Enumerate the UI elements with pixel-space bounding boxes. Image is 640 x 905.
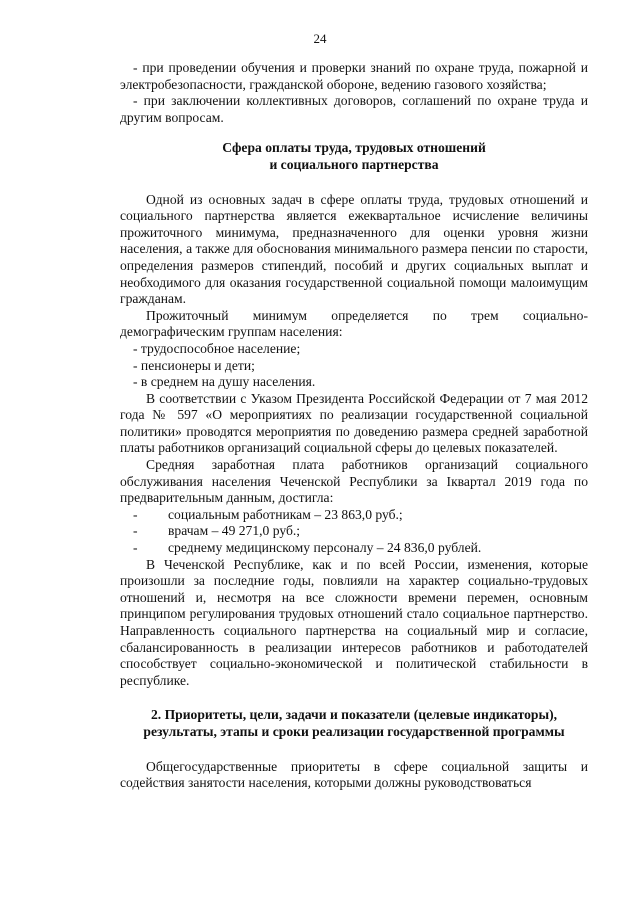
list-item: - врачам – 49 271,0 руб.; — [120, 523, 588, 540]
salary-doctors: врачам – 49 271,0 руб.; — [168, 523, 301, 539]
section-heading-priorities — [120, 707, 588, 740]
list-item: - в среднем на душу населения. — [133, 374, 316, 390]
list-item: - социальным работникам – 23 863,0 руб.; — [120, 507, 588, 524]
paragraph-agreements: - при заключении коллективных договоров, соглашений по охране труда и другим вопросам. — [120, 93, 588, 125]
page-content — [120, 60, 588, 792]
paragraph-priorities: Общегосударственные приоритеты в сфере социальной защиты и содействия занятости населения, которыми должны руководствоваться — [120, 758, 588, 791]
paragraph-subsistence-groups: Прожиточный минимум определяется по трем социально-демографическим группам населения: — [120, 307, 588, 340]
list-item: - среднему медицинскому персоналу – 24 836,0 рублей. — [120, 540, 588, 557]
paragraph-average-salary: Средняя заработная плата работников организаций социального обслуживания населения Чеченской Республики за Iквартал 2019 года по предварительным данным, достигла: — [120, 457, 588, 506]
paragraph-decree: В соответствии с Указом Президента Российской Федерации от 7 мая 2012 года № 597 «О мероприятиях по реализации государственной социальной политики» проводятся мероприятия по доведению размера средней заработной платы работников организаций социальной сферы до целевых показателей. — [120, 390, 588, 456]
salary-medical-staff: среднему медицинскому персоналу – 24 836,0 рублей. — [168, 540, 482, 556]
paragraph-training: - при проведении обучения и проверки знаний по охране труда, пожарной и электробезопасности, гражданской обороне, ведению газового хозяйства; — [120, 60, 588, 92]
section-heading-wages — [120, 140, 588, 173]
page-number: 24 — [313, 31, 327, 46]
salary-social-workers: социальным работникам – 23 863,0 руб.; — [168, 506, 403, 522]
heading-line: результаты, этапы и сроки реализации государственной программы — [143, 723, 565, 739]
list-item: - пенсионеры и дети; — [133, 357, 255, 373]
heading-line: 2. Приоритеты, цели, задачи и показатели (целевые индикаторы), — [151, 707, 557, 723]
list-item: - трудоспособное население; — [133, 340, 301, 356]
paragraph-social-partnership: В Чеченской Республике, как и по всей России, изменения, которые произошли за последние годы, повлияли на характер социально-трудовых отношений и, несмотря на все сложности времени перемен, основным принципом регулирования трудовых отношений стало социальное партнерство. Направленность социального партнерства на социальный мир и согласие, сбалансированность в реализации интересов работников и работодателей способствует социально-экономической и политической стабильности в республике. — [120, 556, 588, 688]
heading-line: Сфера оплаты труда, трудовых отношений — [222, 140, 486, 156]
paragraph-main-task: Одной из основных задач в сфере оплаты труда, трудовых отношений и социального партнерства является ежеквартальное исчисление величины прожиточного минимума, предназначенного для оценки уровня жизни населения, а также для обоснования минимального размера пенсии по старости, определения размеров стипендий, пособий и других социальных выплат и необходимого для оказания государственной социальной помощи малоимущим гражданам. — [120, 191, 588, 307]
heading-line: и социального партнерства — [269, 156, 439, 172]
